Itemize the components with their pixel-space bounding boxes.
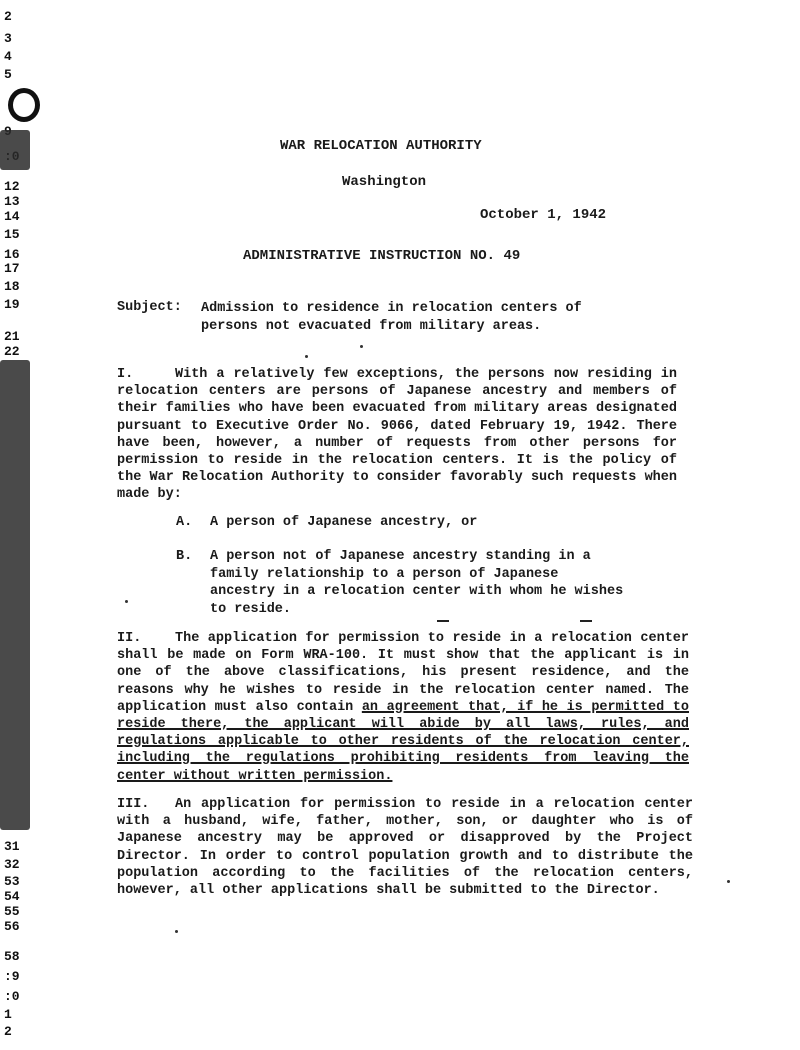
- document-date: October 1, 1942: [480, 207, 607, 223]
- margin-line-number: 2: [4, 9, 12, 24]
- item-a-label: A.: [176, 515, 193, 530]
- margin-line-number: 54: [4, 889, 20, 904]
- margin-line-number: 1: [4, 1007, 12, 1022]
- section-i: [117, 366, 677, 504]
- section-iii: [117, 796, 693, 899]
- binder-hole-mark: [8, 88, 40, 122]
- city-line: Washington: [342, 174, 427, 190]
- scan-speck: [305, 355, 308, 358]
- subject-text: Admission to residence in relocation centers of persons not evacuated from military areas.: [201, 301, 582, 334]
- margin-line-number: 12: [4, 179, 20, 194]
- margin-line-number: 4: [4, 49, 12, 64]
- scan-speck: [727, 880, 730, 883]
- margin-line-number: 5: [4, 67, 12, 82]
- scan-mark: [437, 620, 449, 622]
- section-iii-number: III.: [117, 797, 150, 812]
- subject-label: Subject:: [117, 300, 182, 315]
- margin-line-number: 16: [4, 247, 20, 262]
- margin-line-number: 53: [4, 874, 20, 889]
- section-i-number: I.: [117, 367, 134, 382]
- margin-line-number: 58: [4, 949, 20, 964]
- margin-line-number: 55: [4, 904, 20, 919]
- margin-line-number: 14: [4, 209, 20, 224]
- section-ii-underlined-text: an agreement that, if he is permitted to reside there, the applicant will abide by all laws, rules, and regulations applicable to other residents of the relocation center, including the regulations prohibiting residents from leaving the center without written permission.: [117, 699, 689, 784]
- section-i-text: With a relatively few exceptions, the persons now residing in relocation centers are persons of Japanese ancestry and members of their families who have been evacuated from military areas designated pursuant to Executive Order No. 9066, dated February 19, 1942. There have been, however, a number of requests from other persons for permission to reside in the relocation centers. It is the policy of the War Relocation Authority to consider favorably such requests when made by:: [117, 367, 677, 503]
- margin-line-number: 15: [4, 227, 20, 242]
- scan-mark: [580, 620, 592, 622]
- item-a-text: A person of Japanese ancestry, or: [210, 515, 478, 530]
- margin-line-number: 31: [4, 839, 20, 854]
- margin-line-number: 13: [4, 194, 20, 209]
- section-ii: [117, 630, 689, 785]
- margin-line-number: 17: [4, 261, 20, 276]
- section-ii-number: II.: [117, 631, 142, 646]
- margin-line-number: :9: [4, 969, 20, 984]
- scan-speck: [125, 600, 128, 603]
- margin-line-number: 56: [4, 919, 20, 934]
- agency-heading: WAR RELOCATION AUTHORITY: [280, 138, 482, 154]
- margin-line-numbers: [0, 0, 36, 1050]
- margin-line-number: 21: [4, 329, 20, 344]
- margin-line-number: 2: [4, 1024, 12, 1039]
- margin-line-number: 32: [4, 857, 20, 872]
- instruction-title: ADMINISTRATIVE INSTRUCTION NO. 49: [243, 248, 521, 264]
- binding-smudge: [0, 130, 30, 170]
- section-iii-text: An application for permission to reside in a relocation center with a husband, wife, father, mother, son, or daughter who is of Japanese ancestry may be approved or disapproved by the Project Director. In order to control population growth and to distribute the population according to the facilities of the relocation centers, however, all other applications shall be submitted to the Director.: [117, 797, 693, 899]
- margin-line-number: 22: [4, 344, 20, 359]
- scan-speck: [175, 930, 178, 933]
- item-b-label: B.: [176, 549, 193, 564]
- margin-line-number: :0: [4, 989, 20, 1004]
- section-ii-text: The application for permission to reside in a relocation center shall be made on Form WRA-100. It must show that the applicant is in one of the above classifications, his present residence, and the reasons why he wishes to reside in the relocation center named. The application must also contain: [117, 631, 689, 715]
- binding-smudge: [0, 360, 30, 830]
- margin-line-number: 3: [4, 31, 12, 46]
- margin-line-number: 18: [4, 279, 20, 294]
- item-b-text: A person not of Japanese ancestry standing in a family relationship to a person of Japanese ancestry in a relocation center with whom he wishes to reside.: [210, 549, 624, 617]
- margin-line-number: 19: [4, 297, 20, 312]
- scan-speck: [360, 345, 363, 348]
